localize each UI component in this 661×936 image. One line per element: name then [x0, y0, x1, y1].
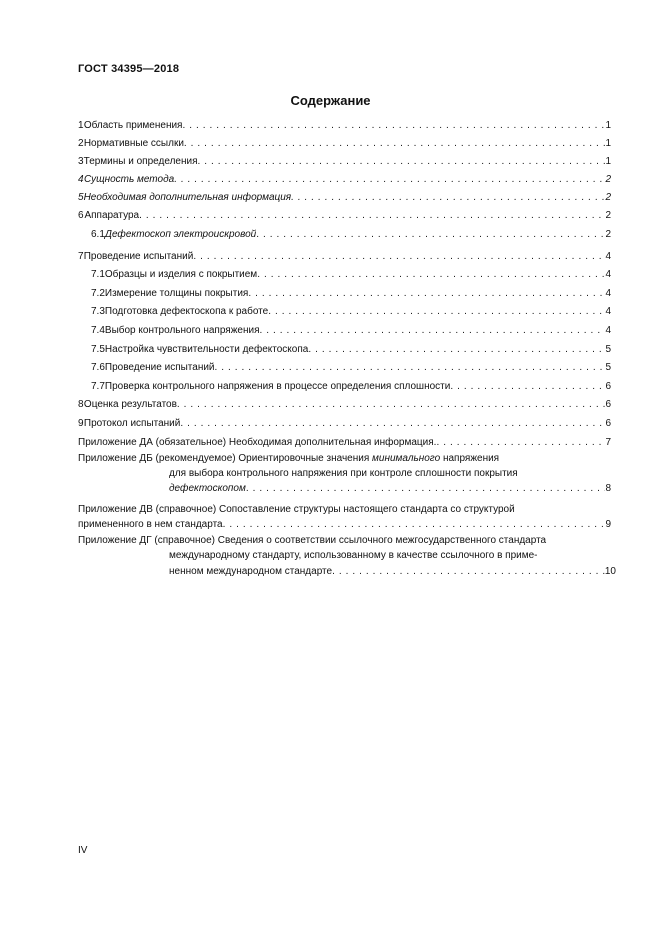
toc-entry-page: 4 — [605, 269, 611, 280]
toc-entry-label: Настройка чувствительности дефектоскопа — [104, 344, 309, 355]
toc-appendix-db-text: Приложение ДБ (рекомендуемое) Ориентировочные значения — [78, 453, 373, 464]
toc-leader — [174, 173, 605, 187]
toc-subentry[interactable] — [91, 287, 611, 301]
toc-entry-label: Сущность метода — [83, 174, 175, 185]
toc-entry[interactable] — [78, 173, 611, 187]
toc-entry-page: 9 — [605, 519, 611, 530]
toc-appendix-db-line1[interactable] — [78, 452, 499, 466]
toc-entry-number: 7 — [78, 251, 84, 262]
toc-appendix-db-text-end: напряжения — [440, 453, 500, 464]
toc-subentry[interactable] — [91, 361, 611, 375]
toc-leader — [291, 191, 605, 205]
page-number-roman: IV — [78, 845, 88, 856]
toc-entry-number: 7.6 — [91, 362, 105, 373]
toc-entry-label: Нормативные ссылки — [83, 138, 184, 149]
toc-appendix-dg-line2[interactable]: международному стандарту, использованному в качестве ссылочного в приме- — [169, 550, 538, 561]
toc-entry[interactable] — [78, 417, 611, 431]
toc-entry-number: 7.3 — [91, 306, 105, 317]
toc-entry-label: Термины и определения — [83, 156, 198, 167]
toc-entry-page: 1 — [605, 120, 611, 131]
toc-appendix-db-line2[interactable]: для выбора контрольного напряжения при контроле сплошности покрытия — [169, 468, 518, 479]
toc-appendix-dg-line3[interactable] — [169, 565, 616, 579]
toc-leader — [248, 287, 605, 301]
toc-entry-page: 6 — [605, 381, 611, 392]
toc-entry[interactable] — [78, 155, 611, 169]
toc-entry-label: Проверка контрольного напряжения в процессе определения сплошности — [104, 381, 451, 392]
toc-entry-number: 2 — [78, 138, 84, 149]
toc-leader — [268, 305, 605, 319]
toc-entry[interactable] — [78, 137, 611, 151]
toc-entry[interactable] — [78, 191, 611, 205]
toc-entry-page: 5 — [605, 362, 611, 373]
toc-appendix-da[interactable] — [78, 436, 611, 450]
toc-entry-number: 8 — [78, 399, 84, 410]
toc-leader — [246, 482, 606, 496]
toc-entry-label: Оценка результатов — [83, 399, 177, 410]
toc-entry-page: 5 — [605, 344, 611, 355]
toc-subentry[interactable] — [91, 343, 611, 357]
toc-entry-label: Выбор контрольного напряжения — [104, 325, 260, 336]
toc-entry-label: ненном международном стандарте — [169, 566, 333, 577]
toc-entry-number: 4 — [78, 174, 84, 185]
toc-entry-label: Необходимая дополнительная информация — [83, 192, 292, 203]
toc-entry-label: Измерение толщины покрытия — [104, 288, 249, 299]
toc-appendix-dv-line1[interactable]: Приложение ДВ (справочное) Сопоставление структуры настоящего стандарта со структурой — [78, 504, 515, 515]
page-title: Содержание — [290, 93, 371, 108]
toc-entry-number: 7.7 — [91, 381, 105, 392]
toc-entry-page: 4 — [605, 325, 611, 336]
toc-entry-page: 4 — [605, 288, 611, 299]
toc-appendix-dg-line1[interactable]: Приложение ДГ (справочное) Сведения о соответствии ссылочного межгосударственного стандарта — [78, 535, 547, 546]
toc-leader — [180, 417, 605, 431]
toc-entry[interactable] — [78, 209, 611, 223]
toc-subentry[interactable] — [91, 324, 611, 338]
toc-entry-page: 1 — [605, 138, 611, 149]
toc-entry-label: Дефектоскоп электроискровой — [104, 229, 257, 240]
toc-leader — [259, 324, 605, 338]
toc-leader — [223, 518, 606, 532]
toc-appendix-db-italic: минимального — [372, 453, 441, 464]
toc-entry-page: 4 — [605, 251, 611, 262]
toc-leader — [177, 398, 606, 412]
toc-entry[interactable] — [78, 119, 611, 133]
toc-appendix-dv-line2[interactable] — [78, 518, 611, 532]
toc-leader — [308, 343, 605, 357]
toc-entry[interactable] — [78, 398, 611, 412]
toc-entry-number: 3 — [78, 156, 84, 167]
toc-entry-label: Протокол испытаний — [83, 418, 181, 429]
toc-entry-page: 1 — [605, 156, 611, 167]
toc-leader — [184, 137, 606, 151]
standard-header: ГОСТ 34395—2018 — [78, 63, 180, 75]
toc-entry-number: 5 — [78, 192, 84, 203]
toc-entry-page: 2 — [605, 174, 611, 185]
toc-entry-label: примененного в нем стандарта — [78, 519, 223, 530]
toc-entry-number: 7.2 — [91, 288, 105, 299]
toc-leader — [332, 565, 605, 579]
toc-subentry[interactable] — [91, 380, 611, 394]
toc-leader — [256, 228, 605, 242]
toc-entry-label: Аппаратура — [84, 210, 140, 221]
toc-entry-label: Проведение испытаний — [104, 362, 215, 373]
toc-entry-number: 6.1 — [91, 229, 105, 240]
toc-entry-label: Образцы и изделия с покрытием — [104, 269, 258, 280]
toc-entry-page: 4 — [605, 306, 611, 317]
toc-entry-number: 7.5 — [91, 344, 105, 355]
toc-entry-label: Область применения — [83, 120, 183, 131]
toc-leader — [198, 155, 606, 169]
toc-leader — [257, 268, 605, 282]
toc-entry-number: 1 — [78, 120, 84, 131]
toc-leader — [139, 209, 605, 223]
toc-subentry[interactable] — [91, 228, 611, 242]
toc-appendix-db-line3[interactable] — [169, 482, 611, 496]
toc-subentry[interactable] — [91, 268, 611, 282]
toc-subentry[interactable] — [91, 305, 611, 319]
toc-leader — [450, 380, 605, 394]
toc-entry-page: 2 — [605, 229, 611, 240]
toc-entry-number: 7.1 — [91, 269, 105, 280]
toc-entry-page: 8 — [605, 483, 611, 494]
toc-entry-label: дефектоскопом — [169, 483, 246, 494]
toc-entry-label: Приложение ДА (обязательное) Необходимая дополнительная информация. — [78, 437, 437, 448]
toc-entry-label: Проведение испытаний — [83, 251, 194, 262]
toc-leader — [182, 119, 605, 133]
toc-entry-number: 7.4 — [91, 325, 105, 336]
toc-entry-page: 6 — [605, 418, 611, 429]
toc-leader — [193, 250, 605, 264]
toc-entry-number: 6 — [78, 210, 84, 221]
toc-leader — [436, 436, 605, 450]
toc-entry-number: 9 — [78, 418, 84, 429]
toc-entry-label: Подготовка дефектоскопа к работе — [104, 306, 269, 317]
toc-entry-page: 2 — [605, 210, 611, 221]
toc-leader — [215, 361, 606, 375]
toc-entry-page: 6 — [605, 399, 611, 410]
toc-entry[interactable] — [78, 250, 611, 264]
toc-entry-page: 7 — [605, 437, 611, 448]
toc-entry-page: 10 — [604, 566, 616, 577]
toc-entry-page: 2 — [605, 192, 611, 203]
